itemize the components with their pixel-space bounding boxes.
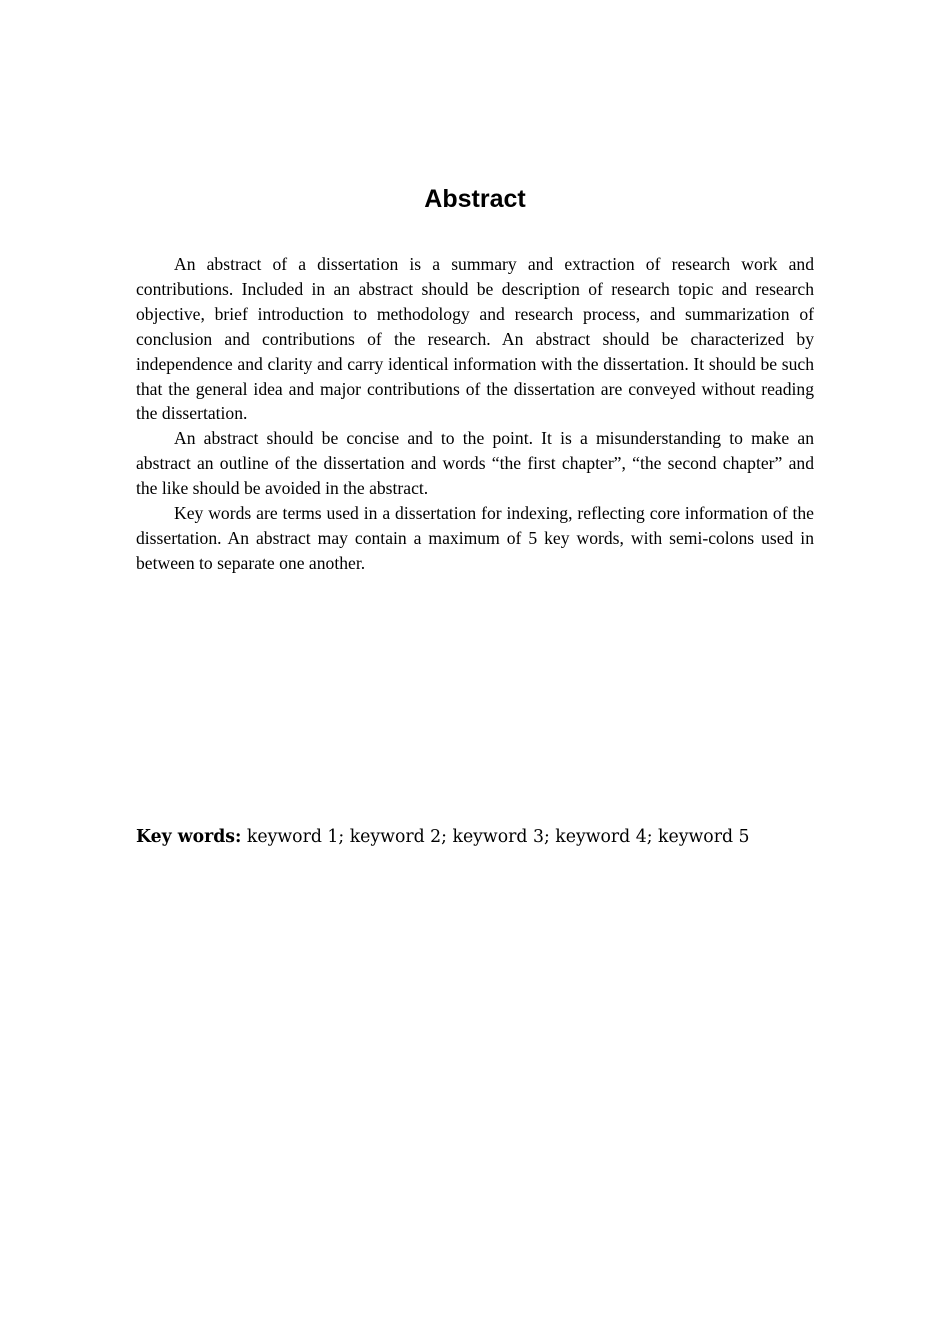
abstract-paragraph-3: Key words are terms used in a dissertation for indexing, reflecting core information of the dissertation. An abstract may contain a maximum of 5 key words, with semi-colons used in between to separate one another.: [136, 503, 814, 573]
keywords-line: [136, 824, 814, 850]
abstract-paragraph-2: An abstract should be concise and to the point. It is a misunderstanding to make an abstract an outline of the dissertation and words “the first chapter”, “the second chapter” and the like should be avoided in the abstract.: [136, 428, 814, 499]
page-title: Abstract: [424, 185, 526, 213]
keywords-value: keyword 1; keyword 2; keyword 3; keyword 4; keyword 5: [246, 827, 750, 847]
abstract-body: [136, 252, 814, 576]
abstract-paragraph-1: An abstract of a dissertation is a summary and extraction of research work and contributions. Included in an abstract should be description of research topic and research objective, brief introduction to methodology and research process, and summarization of conclusion and contributions of the research. An abstract should be characterized by independence and clarity and carry identical information with the dissertation. It should be such that the general idea and major contributions of the dissertation are conveyed without reading the dissertation.: [136, 254, 814, 424]
keywords-label: Key words:: [136, 827, 242, 847]
